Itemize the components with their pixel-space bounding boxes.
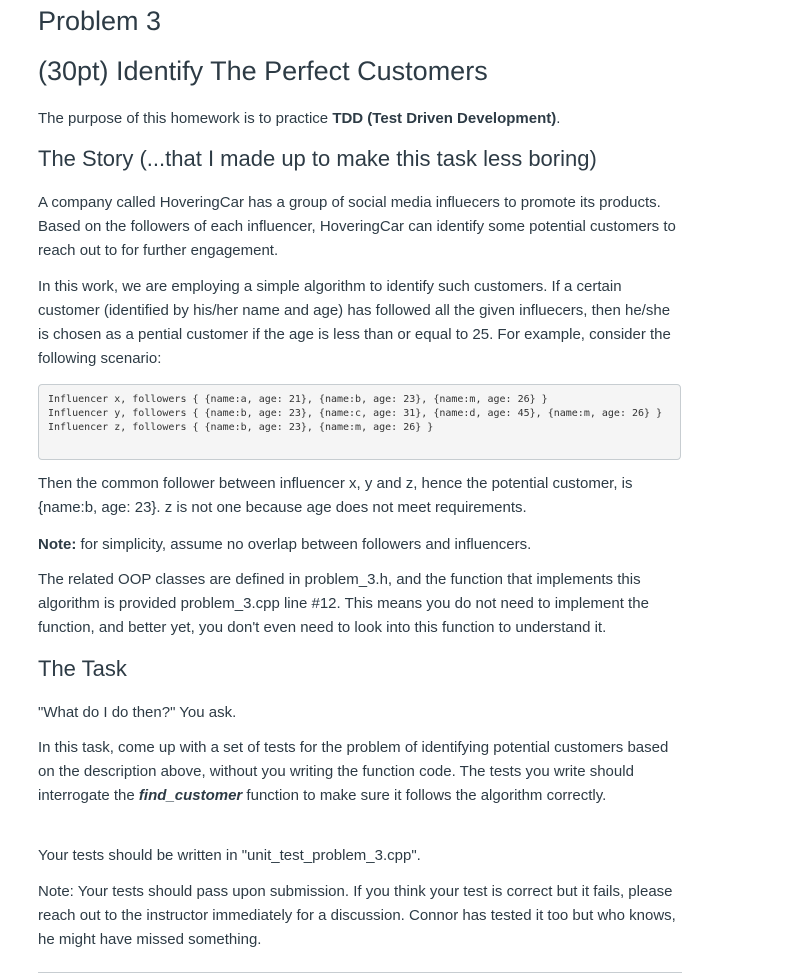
note-label: Note: [38, 536, 77, 553]
code-example: Influencer x, followers { {name:a, age: 21}, {name:b, age: 23}, {name:m, age: 26} } Influencer y, followers { {name:b, age: 23}, {name:c, age: 31}, {name:d, age: 45}, {name:m, age: 26} } Influencer z, followers { {name:b, age: 23}, {name:m, age: 26} } [38, 384, 681, 460]
story-paragraph-4: The related OOP classes are defined in problem_3.h, and the function that implements this algorithm is provided problem_3.cpp line #12. This means you do not need to implement the function, and better yet, you don't even need to look into this function to understand it. [38, 571, 649, 636]
note-text: for simplicity, assume no overlap between followers and influencers. [76, 536, 532, 553]
task-paragraph-2-prefix: In this task, come up with a set of tests for the problem of identifying potential customers based on the description above, without you writing the function code. The tests you write should interrogate the [38, 739, 669, 804]
story-paragraph-2: In this work, we are employing a simple algorithm to identify such customers. If a certain customer (identified by his/her name and age) has followed all the given influecers, then he/she is chosen as a pential customer if the age is less than or equal to 25. For example, consider the following scenario: [38, 278, 671, 367]
purpose-suffix: . [556, 110, 561, 127]
purpose-prefix: The purpose of this homework is to practice [38, 110, 333, 127]
purpose-bold: TDD (Test Driven Development) [332, 110, 557, 127]
task-paragraph-2 [38, 736, 682, 808]
page-title: Problem 3 [38, 6, 162, 36]
bottom-divider [38, 972, 682, 973]
note-paragraph [38, 533, 682, 557]
assignment-subtitle: (30pt) Identify The Perfect Customers [38, 56, 488, 86]
purpose-paragraph [38, 107, 682, 131]
task-paragraph-1: "What do I do then?" You ask. [38, 704, 237, 721]
task-paragraph-4: Note: Your tests should pass upon submission. If you think your test is correct but it fails, please reach out to the instructor immediately for a discussion. Connor has tested it too but who knows, he might have missed something. [38, 883, 676, 948]
task-paragraph-3: Your tests should be written in "unit_test_problem_3.cpp". [38, 847, 421, 864]
task-paragraph-2-suffix: function to make sure it follows the algorithm correctly. [242, 787, 607, 804]
story-paragraph-3: Then the common follower between influencer x, y and z, hence the potential customer, is {name:b, age: 23}. z is not one because age does not meet requirements. [38, 475, 633, 516]
story-paragraph-1: A company called HoveringCar has a group of social media influecers to promote its products. Based on the followers of each influencer, HoveringCar can identify some potential customers to reach out to for further engagement. [38, 194, 676, 259]
function-name: find_customer [138, 787, 243, 804]
task-heading: The Task [38, 656, 127, 681]
story-heading: The Story (...that I made up to make this task less boring) [38, 146, 597, 171]
